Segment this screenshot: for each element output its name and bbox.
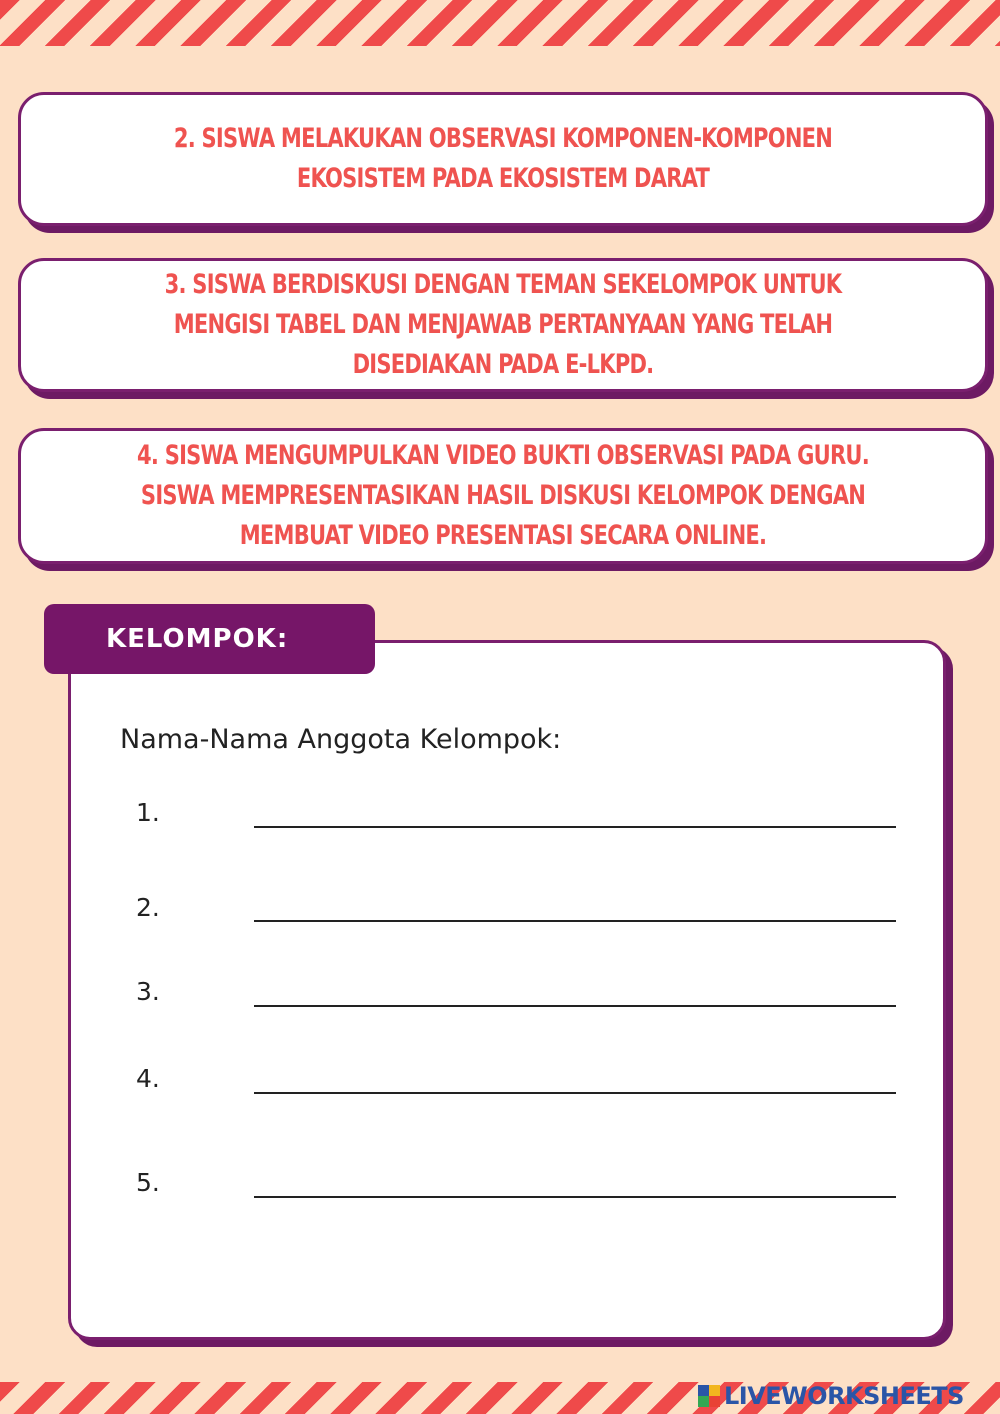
step-3-text: 3. SISWA BERDISKUSI DENGAN TEMAN SEKELOMPOK UNTUK MENGISI TABEL DAN MENJAWAB PERTANYAAN YANG TELAH DISEDIAKAN PADA E-LKPD. [164, 269, 842, 380]
step-2-card [18, 92, 988, 226]
members-heading: Nama-Nama Anggota Kelompok: [120, 724, 562, 755]
member-input-4[interactable] [254, 1092, 896, 1094]
liveworksheets-logo-icon [698, 1385, 720, 1407]
step-4-text: 4. SISWA MENGUMPULKAN VIDEO BUKTI OBSERVASI PADA GURU. SISWA MEMPRESENTASIKAN HASIL DISKUSI KELOMPOK DENGAN MEMBUAT VIDEO PRESENTASI SECARA ONLINE. [137, 440, 869, 551]
member-input-2[interactable] [254, 920, 896, 922]
step-4-card [18, 428, 988, 564]
step-3-card [18, 258, 988, 392]
member-number-4: 4. [136, 1064, 160, 1093]
member-input-5[interactable] [254, 1196, 896, 1198]
member-number-2: 2. [136, 893, 160, 922]
member-input-3[interactable] [254, 1005, 896, 1007]
top-stripe-border [0, 0, 1000, 46]
step-2-text: 2. SISWA MELAKUKAN OBSERVASI KOMPONEN-KOMPONEN EKOSISTEM PADA EKOSISTEM DARAT [173, 123, 833, 194]
member-number-3: 3. [136, 977, 160, 1006]
member-number-1: 1. [136, 798, 160, 827]
group-tab-label: KELOMPOK: [44, 604, 375, 674]
brand-text: LIVEWORKSHEETS [724, 1382, 964, 1410]
member-input-1[interactable] [254, 826, 896, 828]
member-number-5: 5. [136, 1168, 160, 1197]
liveworksheets-brand[interactable] [698, 1380, 964, 1412]
